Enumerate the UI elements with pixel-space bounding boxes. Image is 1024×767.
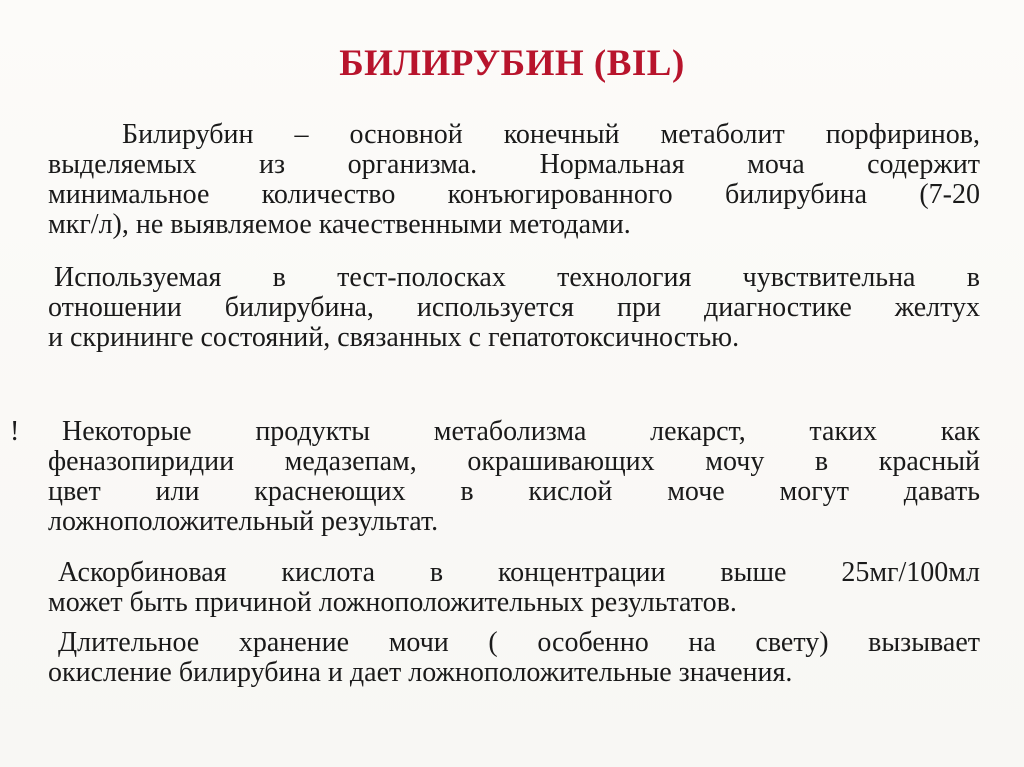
paragraph-urine-storage (48, 628, 980, 688)
text-line: Используемая в тест-полосках технология чувствительна в (54, 262, 980, 293)
text-line: окисление билирубина и дает ложноположительные значения. (48, 657, 793, 688)
text-line: цвет или краснеющих в кислой моче могут давать (48, 476, 980, 507)
text-line: Длительное хранение мочи ( особенно на свету) вызывает (58, 627, 980, 658)
slide-title: БИЛИРУБИН (BIL) (339, 43, 685, 84)
text-line: Аскорбиновая кислота в концентрации выше 25мг/100мл (58, 557, 980, 588)
text-line: Некоторые продукты метаболизма лекарст, таких как (62, 416, 980, 447)
paragraph-bilirubin-definition (48, 120, 980, 240)
text-line: Билирубин – основной конечный метаболит порфиринов, (122, 119, 980, 150)
paragraph-test-strip-technology (48, 263, 980, 353)
text-line: феназопиридии медазепам, окрашивающих мочу в красный (48, 446, 980, 477)
paragraph-drug-metabolites-warning (48, 417, 980, 537)
text-line: мкг/л), не выявляемое качественными методами. (48, 209, 631, 240)
text-line: минимальное количество конъюгированного билирубина (7-20 (48, 179, 980, 210)
text-line: может быть причиной ложноположительных результатов. (48, 587, 737, 618)
text-line: выделяемых из организма. Нормальная моча содержит (48, 149, 980, 180)
exclamation-marker: ! (10, 416, 20, 447)
text-line: и скрининге состояний, связанных с гепатотоксичностью. (48, 322, 740, 353)
paragraph-ascorbic-acid (48, 558, 980, 618)
text-line: отношении билирубина, используется при диагностике желтух (48, 292, 980, 323)
text-line: ложноположительный результат. (48, 506, 439, 537)
